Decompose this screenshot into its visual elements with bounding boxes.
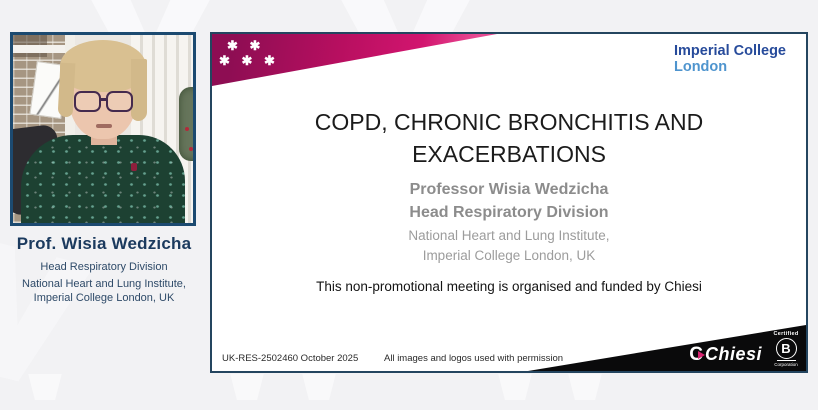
speaker-role: Head Respiratory Division	[40, 261, 168, 273]
bcorp-b-icon: B	[776, 338, 797, 359]
speaker-affiliation-line2: Imperial College London, UK	[33, 291, 175, 304]
bcorp-underline	[777, 360, 796, 361]
flower	[189, 147, 193, 151]
speaker-torso	[21, 135, 185, 226]
flower	[185, 127, 189, 131]
chiesi-arrow-icon	[698, 351, 705, 359]
imperial-college-logo	[674, 44, 786, 76]
chiesi-logo-text: Chiesi	[704, 344, 762, 364]
background-watermark-shape	[24, 374, 66, 400]
background-watermark-shape	[494, 374, 536, 400]
reference-code: UK-RES-2502460 October 2025	[222, 353, 359, 364]
glasses-bridge	[100, 98, 107, 101]
presenter-affiliation	[212, 226, 806, 265]
presentation-slide	[210, 32, 808, 373]
speaker-caption	[0, 234, 208, 306]
presenter-affiliation-line1: National Heart and Lung Institute,	[408, 228, 610, 243]
bcorp-certification-logo	[770, 331, 802, 367]
bcorp-corporation-label: Corporation	[774, 362, 798, 367]
speaker-portrait	[13, 35, 193, 223]
background-watermark-shape	[564, 374, 606, 400]
background-watermark-shape	[298, 374, 340, 400]
speaker-video-feed	[10, 32, 196, 226]
slide-title	[212, 106, 806, 170]
speaker-name: Prof. Wisia Wedzicha	[16, 234, 192, 253]
banner-asterisks-icon: ✱ ✱	[227, 38, 265, 53]
slide-title-line2: EXACERBATIONS	[412, 141, 606, 168]
chiesi-c-icon: C	[689, 344, 703, 365]
speaker-affiliation-line1: National Heart and Lung Institute,	[22, 278, 186, 290]
glasses-lens	[106, 91, 133, 112]
presenter-role: Head Respiratory Division	[409, 204, 609, 222]
presenter-affiliation-line2: Imperial College London, UK	[422, 247, 596, 263]
speaker-glasses	[74, 91, 134, 113]
presenter-name: Professor Wisia Wedzicha	[409, 181, 609, 198]
presenter-block	[212, 178, 806, 224]
imperial-logo-line1: Imperial College	[673, 43, 786, 59]
chiesi-logo	[689, 344, 762, 365]
imperial-logo-line2: London	[673, 58, 728, 75]
speaker-mouth	[96, 124, 112, 128]
speaker-hair	[58, 63, 76, 118]
background-watermark-shape	[226, 374, 268, 400]
plant	[179, 87, 196, 161]
slide-title-line1: COPD, CHRONIC BRONCHITIS AND	[314, 109, 704, 135]
banner-asterisks-icon: ✱ ✱ ✱	[219, 53, 279, 68]
footer-black-wedge	[528, 325, 806, 371]
permission-note: All images and logos used with permission	[384, 353, 564, 364]
funding-note: This non-promotional meeting is organised and funded by Chiesi	[316, 279, 702, 294]
glasses-lens	[74, 91, 101, 112]
bcorp-certified-label: Certified	[773, 331, 799, 337]
blouse-detail	[131, 163, 137, 171]
